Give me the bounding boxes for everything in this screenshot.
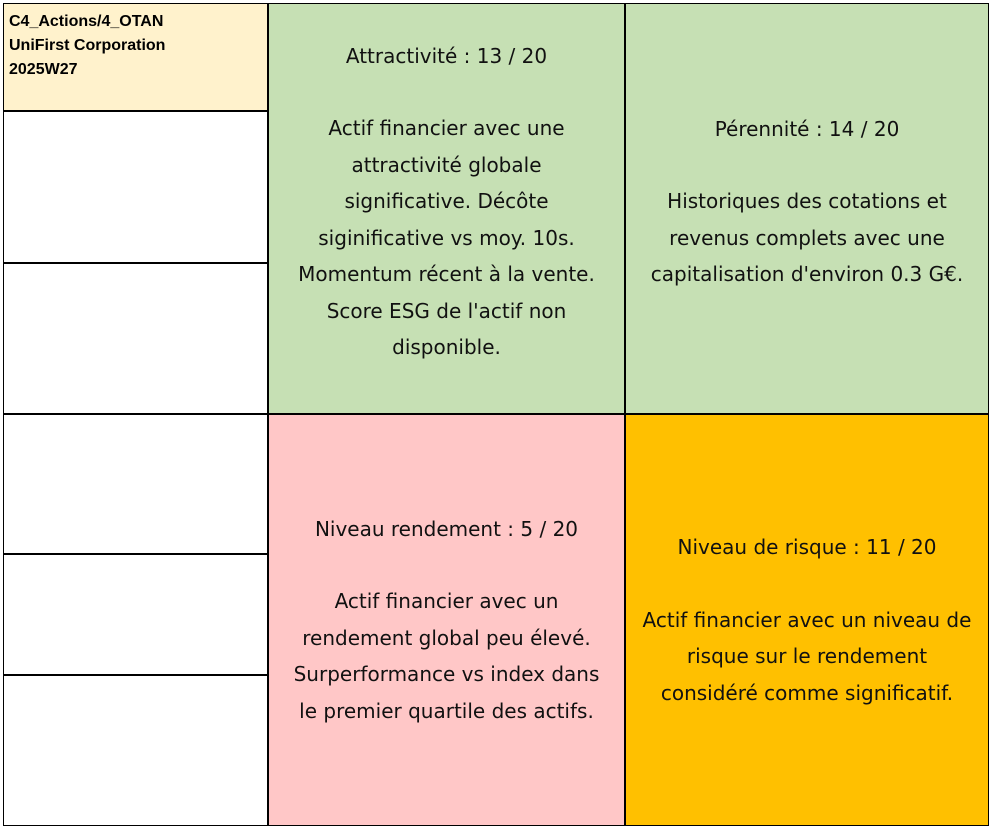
- blank-cell-2: [3, 263, 268, 414]
- attractivite-description: [298, 110, 595, 366]
- attractivite-line: significative. Décôte: [344, 189, 549, 213]
- blank-cell-5: [3, 675, 268, 826]
- perennite-line: capitalisation d'environ 0.3 G€.: [650, 262, 964, 286]
- header-week: 2025W27: [9, 61, 78, 78]
- perennite-description: [651, 183, 963, 293]
- attractivite-line: attractivité globale: [351, 152, 542, 177]
- risque-line: considéré comme significatif.: [660, 680, 954, 705]
- risque-line: Actif financier avec un niveau de: [642, 607, 972, 632]
- rendement-line: rendement global peu élevé.: [302, 625, 591, 650]
- rendement-line: le premier quartile des actifs.: [299, 698, 594, 723]
- attractivite-line: Score ESG de l'actif non: [326, 298, 567, 323]
- risque-line: risque sur le rendement: [686, 644, 928, 668]
- rendement-title: Niveau rendement : 5 / 20: [314, 516, 579, 541]
- perennite-line: Historiques des cotations et: [667, 189, 947, 213]
- attractivite-line: disponible.: [392, 335, 501, 359]
- rendement-line: Surperformance vs index dans: [293, 662, 600, 687]
- header-company: UniFirst Corporation: [9, 37, 166, 54]
- attractivite-line: siginificative vs moy. 10s.: [318, 225, 575, 250]
- attractivite-line: Actif financier avec une: [328, 116, 565, 140]
- header-cell: [3, 3, 268, 111]
- header-path: C4_Actions/4_OTAN: [9, 13, 164, 30]
- perennite-line: revenus complets avec une: [669, 225, 945, 250]
- blank-cell-4: [3, 554, 268, 675]
- risque-title: Niveau de risque : 11 / 20: [677, 535, 937, 559]
- perennite-panel: [625, 3, 989, 414]
- attractivite-title: Attractivité : 13 / 20: [345, 43, 548, 68]
- rendement-description: [294, 583, 600, 729]
- attractivite-line: Momentum récent à la vente.: [298, 262, 595, 286]
- risque-description: [643, 602, 972, 712]
- perennite-title: Pérennité : 14 / 20: [714, 116, 900, 141]
- blank-cell-3: [3, 414, 268, 554]
- blank-cell-1: [3, 111, 268, 263]
- rendement-line: Actif financier avec un: [334, 589, 559, 614]
- rendement-panel: [268, 414, 625, 826]
- risque-panel: [625, 414, 989, 826]
- attractivite-panel: [268, 3, 625, 414]
